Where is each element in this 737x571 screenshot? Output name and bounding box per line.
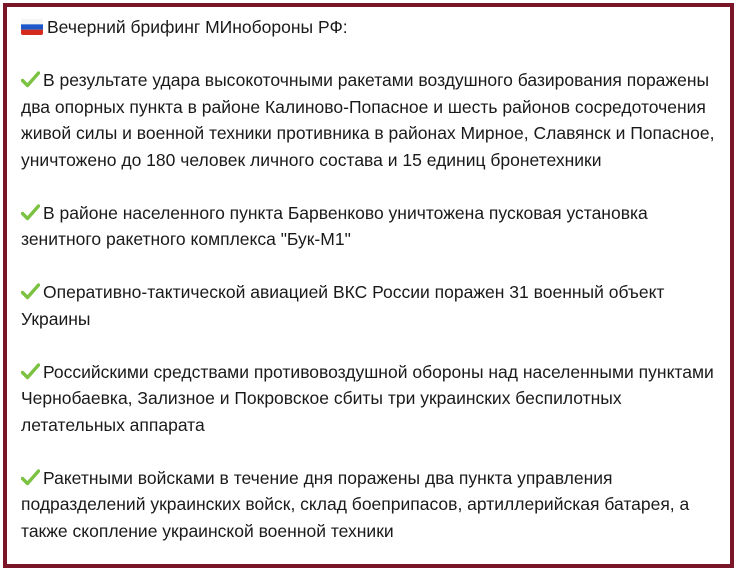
list-item [21, 200, 720, 253]
check-mark-icon [21, 283, 40, 300]
list-item-text: Оперативно-тактической авиацией ВКС России поражен 31 военный объект Украины [21, 282, 665, 329]
list-item [21, 359, 720, 439]
check-mark-icon [21, 71, 40, 88]
check-mark-icon [21, 363, 40, 380]
list-item [21, 465, 720, 545]
list-item [21, 279, 720, 332]
check-mark-icon [21, 204, 40, 221]
list-item-text: Российскими средствами противовоздушной обороны над населенными пунктами Чернобаевка, Зализное и Покровское сбиты три украинских беспилотных летательных аппарата [21, 361, 714, 435]
russia-flag-icon [21, 19, 43, 35]
list-item-text: Ракетными войсками в течение дня поражены два пункта управления подразделений украинских войск, склад боеприпасов, артиллерийская батарея, а также скопление украинской военной техники [21, 467, 690, 541]
message-title: Вечерний брифинг МИнобороны РФ: [47, 17, 348, 37]
message-frame [3, 3, 734, 568]
list-item [21, 67, 720, 173]
list-item-text: В результате удара высокоточными ракетами воздушного базирования поражены два опорных пункта в районе Калиново-Попасное и шесть районов сосредоточения живой силы и военной техники противника в районах Мирное, Славянск и Попасное, уничтожено до 180 человек личного состава и 15 единиц бронетехники [21, 70, 715, 170]
message-body [21, 14, 720, 544]
message-title-line [21, 14, 720, 41]
list-item-text: В районе населенного пункта Барвенково уничтожена пусковая установка зенитного ракетного комплекса "Бук-М1" [21, 202, 648, 249]
check-mark-icon [21, 469, 40, 486]
